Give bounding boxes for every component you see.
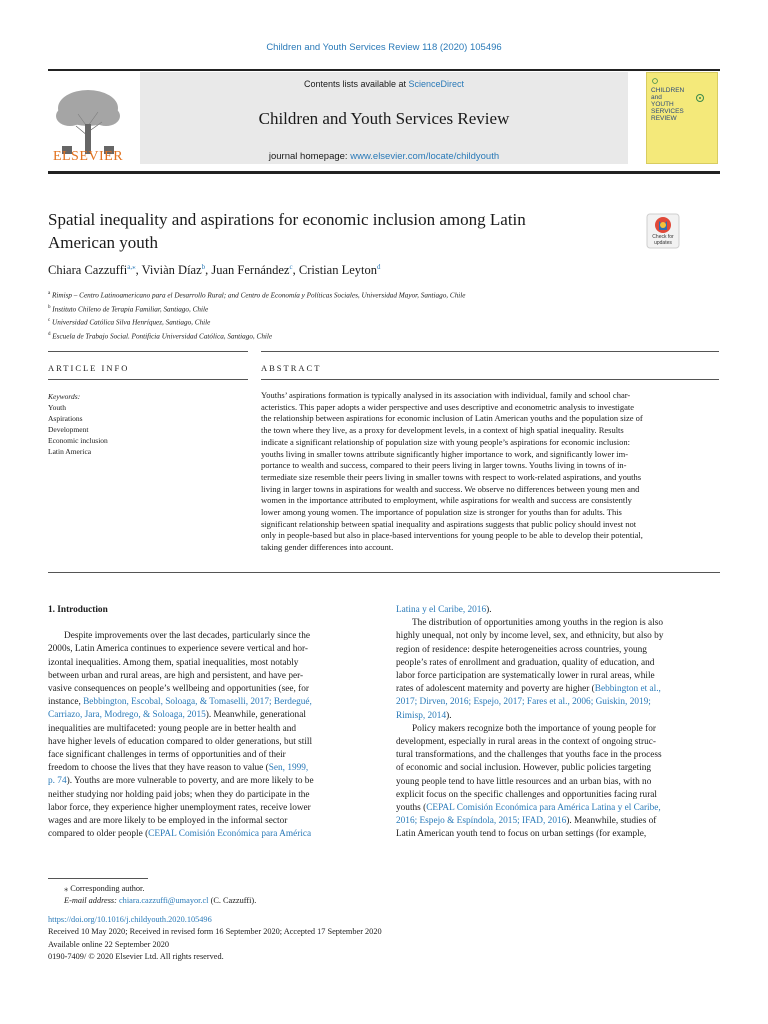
crossmark-label-line: Check for [652,234,674,240]
body-text: ). Youths are more vulnerable to poverty, and are more likely to be [66,776,314,787]
email-label: E-mail address: [64,896,119,905]
body-line [396,802,720,815]
article-title [48,208,608,254]
affiliation-text: Escuela de Trabajo Social. Pontificia Universidad Católica, Santiago, Chile [52,332,273,341]
publication-info [48,914,382,963]
author-affiliation-marker[interactable]: c [289,263,293,271]
body-line [48,775,374,788]
homepage-prefix: journal homepage: [268,151,351,162]
cover-title [651,87,684,122]
body-line: face significant challenges in terms of opportunities and of their [48,750,286,761]
article-info-heading: ARTICLE INFO [48,363,130,373]
reference-link[interactable]: 2016; Espejo & Espíndola, 2015; IFAD, 2016 [396,816,567,827]
email-note [48,895,256,907]
body-left-column [48,604,374,841]
affiliation-marker: c [48,318,51,324]
affiliation [48,329,465,343]
abstract-line: termediate size resemble their peers living in smaller towns with respect to work-related aspirations, and youths [261,471,642,482]
body-line: Despite improvements over the last decades, particularly since the [64,631,311,642]
abstract-line: youths living in smaller towns attribute significantly higher importance to work, and significantly lower im- [261,448,629,459]
author-name[interactable]: Juan Fernández [211,263,290,278]
abstract-text [261,390,719,554]
body-line [396,683,720,696]
body-line [396,604,720,617]
body-line [396,815,720,828]
body-line: izontal inequalities. Among them, spatial inequalities, most notably [48,657,299,668]
journal-citation[interactable]: Children and Youth Services Review 118 (2020) 105496 [266,42,502,53]
affiliation-marker: d [48,332,51,338]
body-text: rates of adolescent maternity and poverty are higher ( [396,684,595,695]
body-line: 2000s, Latin America continues to experience severe vertical and hor- [48,644,309,655]
body-text: compared to older people ( [48,829,149,840]
header-rule-bottom [48,171,720,174]
footnote-rule [48,878,148,879]
homepage-line [140,151,628,162]
article-info-rule [48,379,248,380]
cover-line: YOUTH [651,101,674,108]
body-text: ). Meanwhile, studies of [566,816,657,827]
received-dates: Received 10 May 2020; Received in revised form 16 September 2020; Accepted 17 September 2020 [48,927,382,937]
body-text: ). [446,710,452,721]
header-rule-top [48,69,720,71]
affiliation [48,315,465,329]
keywords-label: Keywords: [48,392,81,401]
title-line: American youth [48,233,158,252]
reference-link[interactable]: 2017; Dirven, 2016; Espejo, 2017; Fares et al., 2006; Guiskin, 2019; [396,697,651,708]
body-line: labor force participation are systematically lower in rural areas, while [396,671,655,682]
sciencedirect-link[interactable]: ScienceDirect [408,79,465,89]
article-info-rule-top [48,351,248,352]
reference-link[interactable]: Latina y el Caribe, 2016 [396,605,487,615]
abstract-line: indicate a significant relationship of population size with young people’s aspirations for economic inclusion: [261,436,630,447]
body-line: inequalities are multifaceted: young people are in better health and [48,723,297,734]
doi-link[interactable]: https://doi.org/10.1016/j.childyouth.2020.105496 [48,915,212,924]
abstract-line: taking gender differences into account. [261,542,394,553]
body-line: people’s rates of enrollment and graduation, quality of education, and [396,657,655,668]
body-line: vasive consequences on people’s wellbeing and opportunities (see, for [48,684,310,695]
abstract-line: lower among young women. The importance of population size is stronger for youths than for adults. This [261,507,622,518]
affiliation-marker: b [48,304,51,310]
author-name[interactable]: Chiara Cazzuffi [48,263,128,278]
body-line: development, especially in rural areas in the context of ongoing struc- [396,737,656,748]
abstract-line: only in people-based but also in place-based interventions for young people to be able to develop their potential, [261,530,643,541]
abstract-rule-top [261,351,719,352]
cover-line: SERVICES [651,108,684,115]
cover-line: and [651,94,662,101]
cover-flower-icon [651,77,659,85]
body-line: have higher levels of education compared to older generations, but still [48,736,313,747]
body-line [48,828,374,841]
body-line: Policy makers recognize both the importance of young people for [412,723,656,734]
author-affiliation-marker[interactable]: b [201,263,206,271]
reference-link[interactable]: Bebbington, Escobal, Soloaga, & Tomaselli, 2017; Berdegué, [83,697,312,708]
body-line: young people tend to have little resources and an urban bias, with no [396,776,652,787]
abstract-line: significant relationship between spatial inequality and aspirations suggests that public policy should invest not [261,518,637,529]
cover-flower-icon [695,93,705,103]
body-line [48,762,374,775]
author-name[interactable]: Cristian Leyton [298,263,377,278]
affiliation-text: Rimisp – Centro Latinoamericano para el Desarrollo Rural; and Centro de Economía y Políticas Sociales, Universidad Mayor, Santiago, Chile [52,291,466,300]
body-line: wages and are more likely to be employed in the informal sector [48,816,288,827]
reference-link[interactable]: CEPAL Comisión Económica para América [148,829,312,840]
author-affiliation-marker[interactable]: a,⁎ [127,263,136,271]
affiliation [48,288,465,302]
elsevier-wordmark: ELSEVIER [52,149,124,164]
body-text: instance, [48,697,84,708]
body-text: ). Meanwhile, generational [205,710,306,721]
contents-prefix: Contents lists available at [303,79,409,89]
paragraph-spacer [48,617,374,630]
affiliation [48,302,465,316]
corresponding-author-note: ⁎ Corresponding author. [64,884,145,893]
body-line [396,696,720,709]
body-line: explicit focus on the specific challenges and opportunities facing rural [396,789,657,800]
email-link[interactable]: chiara.cazzuffi@umayor.cl [119,896,209,905]
affiliation-marker: a [48,291,51,296]
body-line: tural transformations, and the challenges that youths face in the process [396,750,662,761]
keyword: Youth [48,403,66,412]
body-line: labor force, they experience higher unemployment rates, receive lower [48,802,311,813]
journal-title: Children and Youth Services Review [258,109,510,128]
available-online: Available online 22 September 2020 [48,939,170,949]
reference-link[interactable]: Bebbington et al., [594,684,661,695]
abstract-line: the relationship between aspirations for economic inclusion of Latin American youths and the population size of [261,413,643,424]
body-line: highly unequal, not only by income level, sex, and ethnicity, but also by [396,631,664,642]
author-affiliation-marker[interactable]: d [376,263,381,271]
affiliation-list [48,288,465,343]
section-heading-introduction: 1. Introduction [48,605,108,615]
body-line [396,710,720,723]
homepage-link[interactable]: www.elsevier.com/locate/childyouth [350,151,500,162]
crossmark-label [644,235,682,246]
copyright: 0190-7409/ © 2020 Elsevier Ltd. All rights reserved. [48,951,224,961]
abstract-rule-bottom [48,572,720,573]
keyword: Latin America [48,447,92,456]
abstract-line: the town where they live, as a proxy for development levels, in a context of high spatial inequality. Results [261,425,624,436]
reference-link[interactable]: Sen, 1999, [268,763,309,774]
title-line: Spatial inequality and aspirations for economic inclusion among Latin [48,210,526,229]
body-text: freedom to choose the lives that they have reason to value ( [48,763,269,774]
keyword: Economic inclusion [48,436,108,445]
reference-link[interactable]: Carriazo, Jara, Modrego, & Soloaga, 2015 [48,710,206,721]
body-right-column [396,604,720,842]
abstract-line: living in larger towns in aspirations for wealth and success. We observe no differences between young men and [261,483,640,494]
abstract-rule [261,379,719,380]
body-line: The distribution of opportunities among youths in the region is also [412,618,663,629]
keyword: Aspirations [48,414,83,423]
crossmark-label-line: updates [654,239,672,246]
abstract-line: portance to wealth and success, compared to their peers living in larger towns. Youths living in towns of in- [261,460,627,471]
body-line [48,709,374,722]
cover-line: CHILDREN [651,87,685,94]
reference-link[interactable]: CEPAL Comisión Económica para América Latina y el Caribe, [426,803,661,814]
body-line: between urban and rural areas, are high and persistent, and have per- [48,670,304,681]
cover-line: REVIEW [651,115,677,122]
affiliation-text: Universidad Católica Silva Henríquez, Santiago, Chile [52,318,211,327]
affiliation-text: Instituto Chileno de Terapia Familiar, Santiago, Chile [52,305,209,314]
body-line: region of residence: despite heterogeneities across countries, young [396,644,647,655]
abstract-line: Youths’ aspirations formation is typically analysed in its association with individual, family and school char- [261,390,631,400]
author-list: Chiara Cazzuffi$^{a,⁎}$, Viviàn Díaz$^b$, Juan Fernández$^c$, Cristian Leyton$^d$ [48,263,381,278]
reference-link[interactable]: Rimisp, 2014 [396,710,447,721]
author-name[interactable]: Viviàn Díaz [141,263,202,278]
keywords-list [48,391,108,457]
abstract-line: acteristics. This paper adopts a wider perspective and uses descriptive and econometric analysis to investigate [261,401,635,412]
email-suffix: (C. Cazzuffi). [208,896,257,905]
footnotes [48,883,256,907]
contents-line [140,79,628,89]
journal-cover-thumbnail[interactable] [646,72,718,164]
keyword: Development [48,425,89,434]
body-line: neither studying nor holding paid jobs; when they do participate in the [48,789,310,800]
body-text: youths ( [396,803,427,814]
body-text: ). [486,605,492,615]
body-line: of economic and social inclusion. However, public policies targeting [396,763,652,774]
body-line [48,696,374,709]
abstract-line: women in the importance attributed to employment, while aspirations for wealth and success are consistently [261,495,632,506]
reference-link[interactable]: p. 74 [48,776,67,787]
body-line: Latin American youth tend to focus on urban settings (for example, [396,829,647,840]
abstract-heading: ABSTRACT [261,363,322,373]
